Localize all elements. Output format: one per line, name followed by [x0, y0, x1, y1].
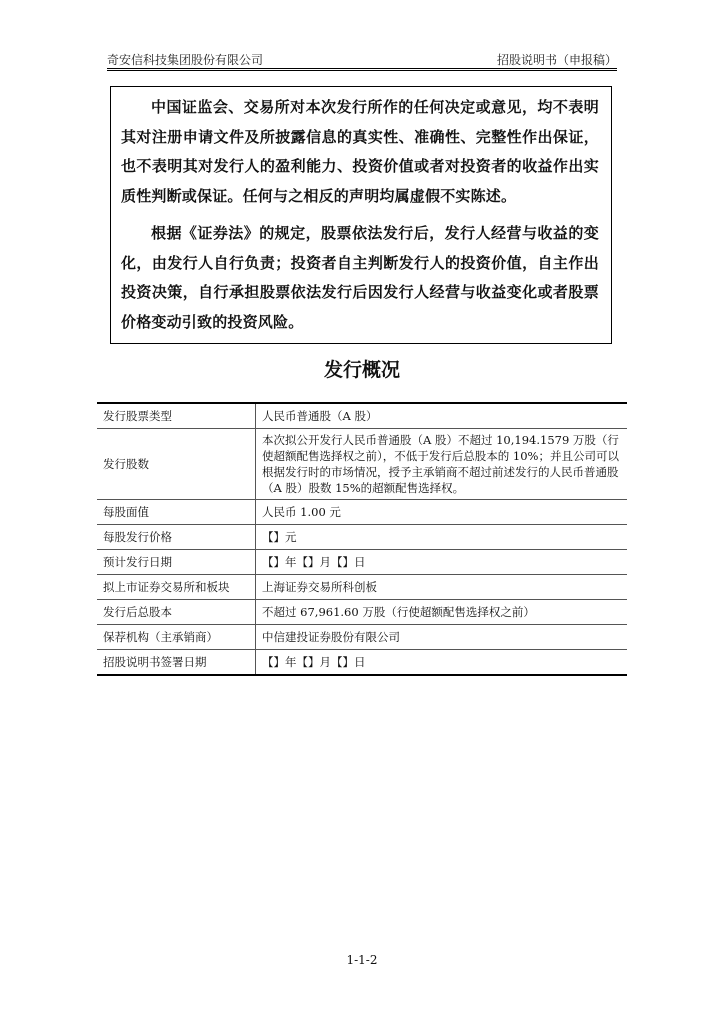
disclaimer-paragraph-1: 中国证监会、交易所对本次发行所作的任何决定或意见，均不表明其对注册申请文件及所披露信息的真实性、准确性、完整性作出保证，也不表明其对发行人的盈利能力、投资价值或者对投资者的收益作出实质性判断或保证。任何与之相反的声明均属虚假不实陈述。 [121, 98, 599, 205]
row-label: 发行后总股本 [97, 600, 256, 625]
company-name: 奇安信科技集团股份有限公司 [107, 53, 264, 67]
row-value: 上海证券交易所科创板 [256, 575, 628, 600]
row-value: 人民币普通股（A 股） [256, 403, 628, 429]
row-value: 中信建投证券股份有限公司 [256, 625, 628, 650]
table-row [97, 625, 627, 650]
table-row [97, 600, 627, 625]
header-rule [107, 68, 617, 71]
table-row [97, 650, 627, 676]
row-label: 拟上市证券交易所和板块 [97, 575, 256, 600]
page-header [107, 50, 617, 68]
row-value: 【】年【】月【】日 [256, 550, 628, 575]
row-label: 预计发行日期 [97, 550, 256, 575]
row-value: 【】元 [256, 525, 628, 550]
row-label: 发行股数 [97, 429, 256, 500]
row-label: 保荐机构（主承销商） [97, 625, 256, 650]
row-label: 每股发行价格 [97, 525, 256, 550]
page-number: 1-1-2 [346, 953, 378, 967]
row-value: 不超过 67,961.60 万股（行使超额配售选择权之前） [256, 600, 628, 625]
table-row [97, 550, 627, 575]
disclaimer-box [110, 86, 612, 344]
table-row [97, 500, 627, 525]
table-row [97, 429, 627, 500]
offering-overview-table [97, 402, 627, 676]
row-value: 人民币 1.00 元 [256, 500, 628, 525]
row-value: 本次拟公开发行人民币普通股（A 股）不超过 10,194.1579 万股（行使超额配售选择权之前），不低于发行后总股本的 10%；并且公司可以根据发行时的市场情况，授予主承销商不超过前述发行的人民币普通股（A 股）股数 15%的超额配售选择权。 [256, 429, 628, 500]
row-value: 【】年【】月【】日 [256, 650, 628, 676]
row-label: 每股面值 [97, 500, 256, 525]
row-label: 发行股票类型 [97, 403, 256, 429]
row-label: 招股说明书签署日期 [97, 650, 256, 676]
document-title: 招股说明书（申报稿） [496, 53, 617, 67]
table-row [97, 403, 627, 429]
disclaimer-paragraph-2: 根据《证券法》的规定，股票依法发行后，发行人经营与收益的变化，由发行人自行负责；投资者自主判断发行人的投资价值，自主作出投资决策，自行承担股票依法发行后因发行人经营与收益变化或者股票价格变动引致的投资风险。 [121, 224, 599, 331]
table-row [97, 575, 627, 600]
section-title: 发行概况 [323, 359, 400, 381]
table-row [97, 525, 627, 550]
